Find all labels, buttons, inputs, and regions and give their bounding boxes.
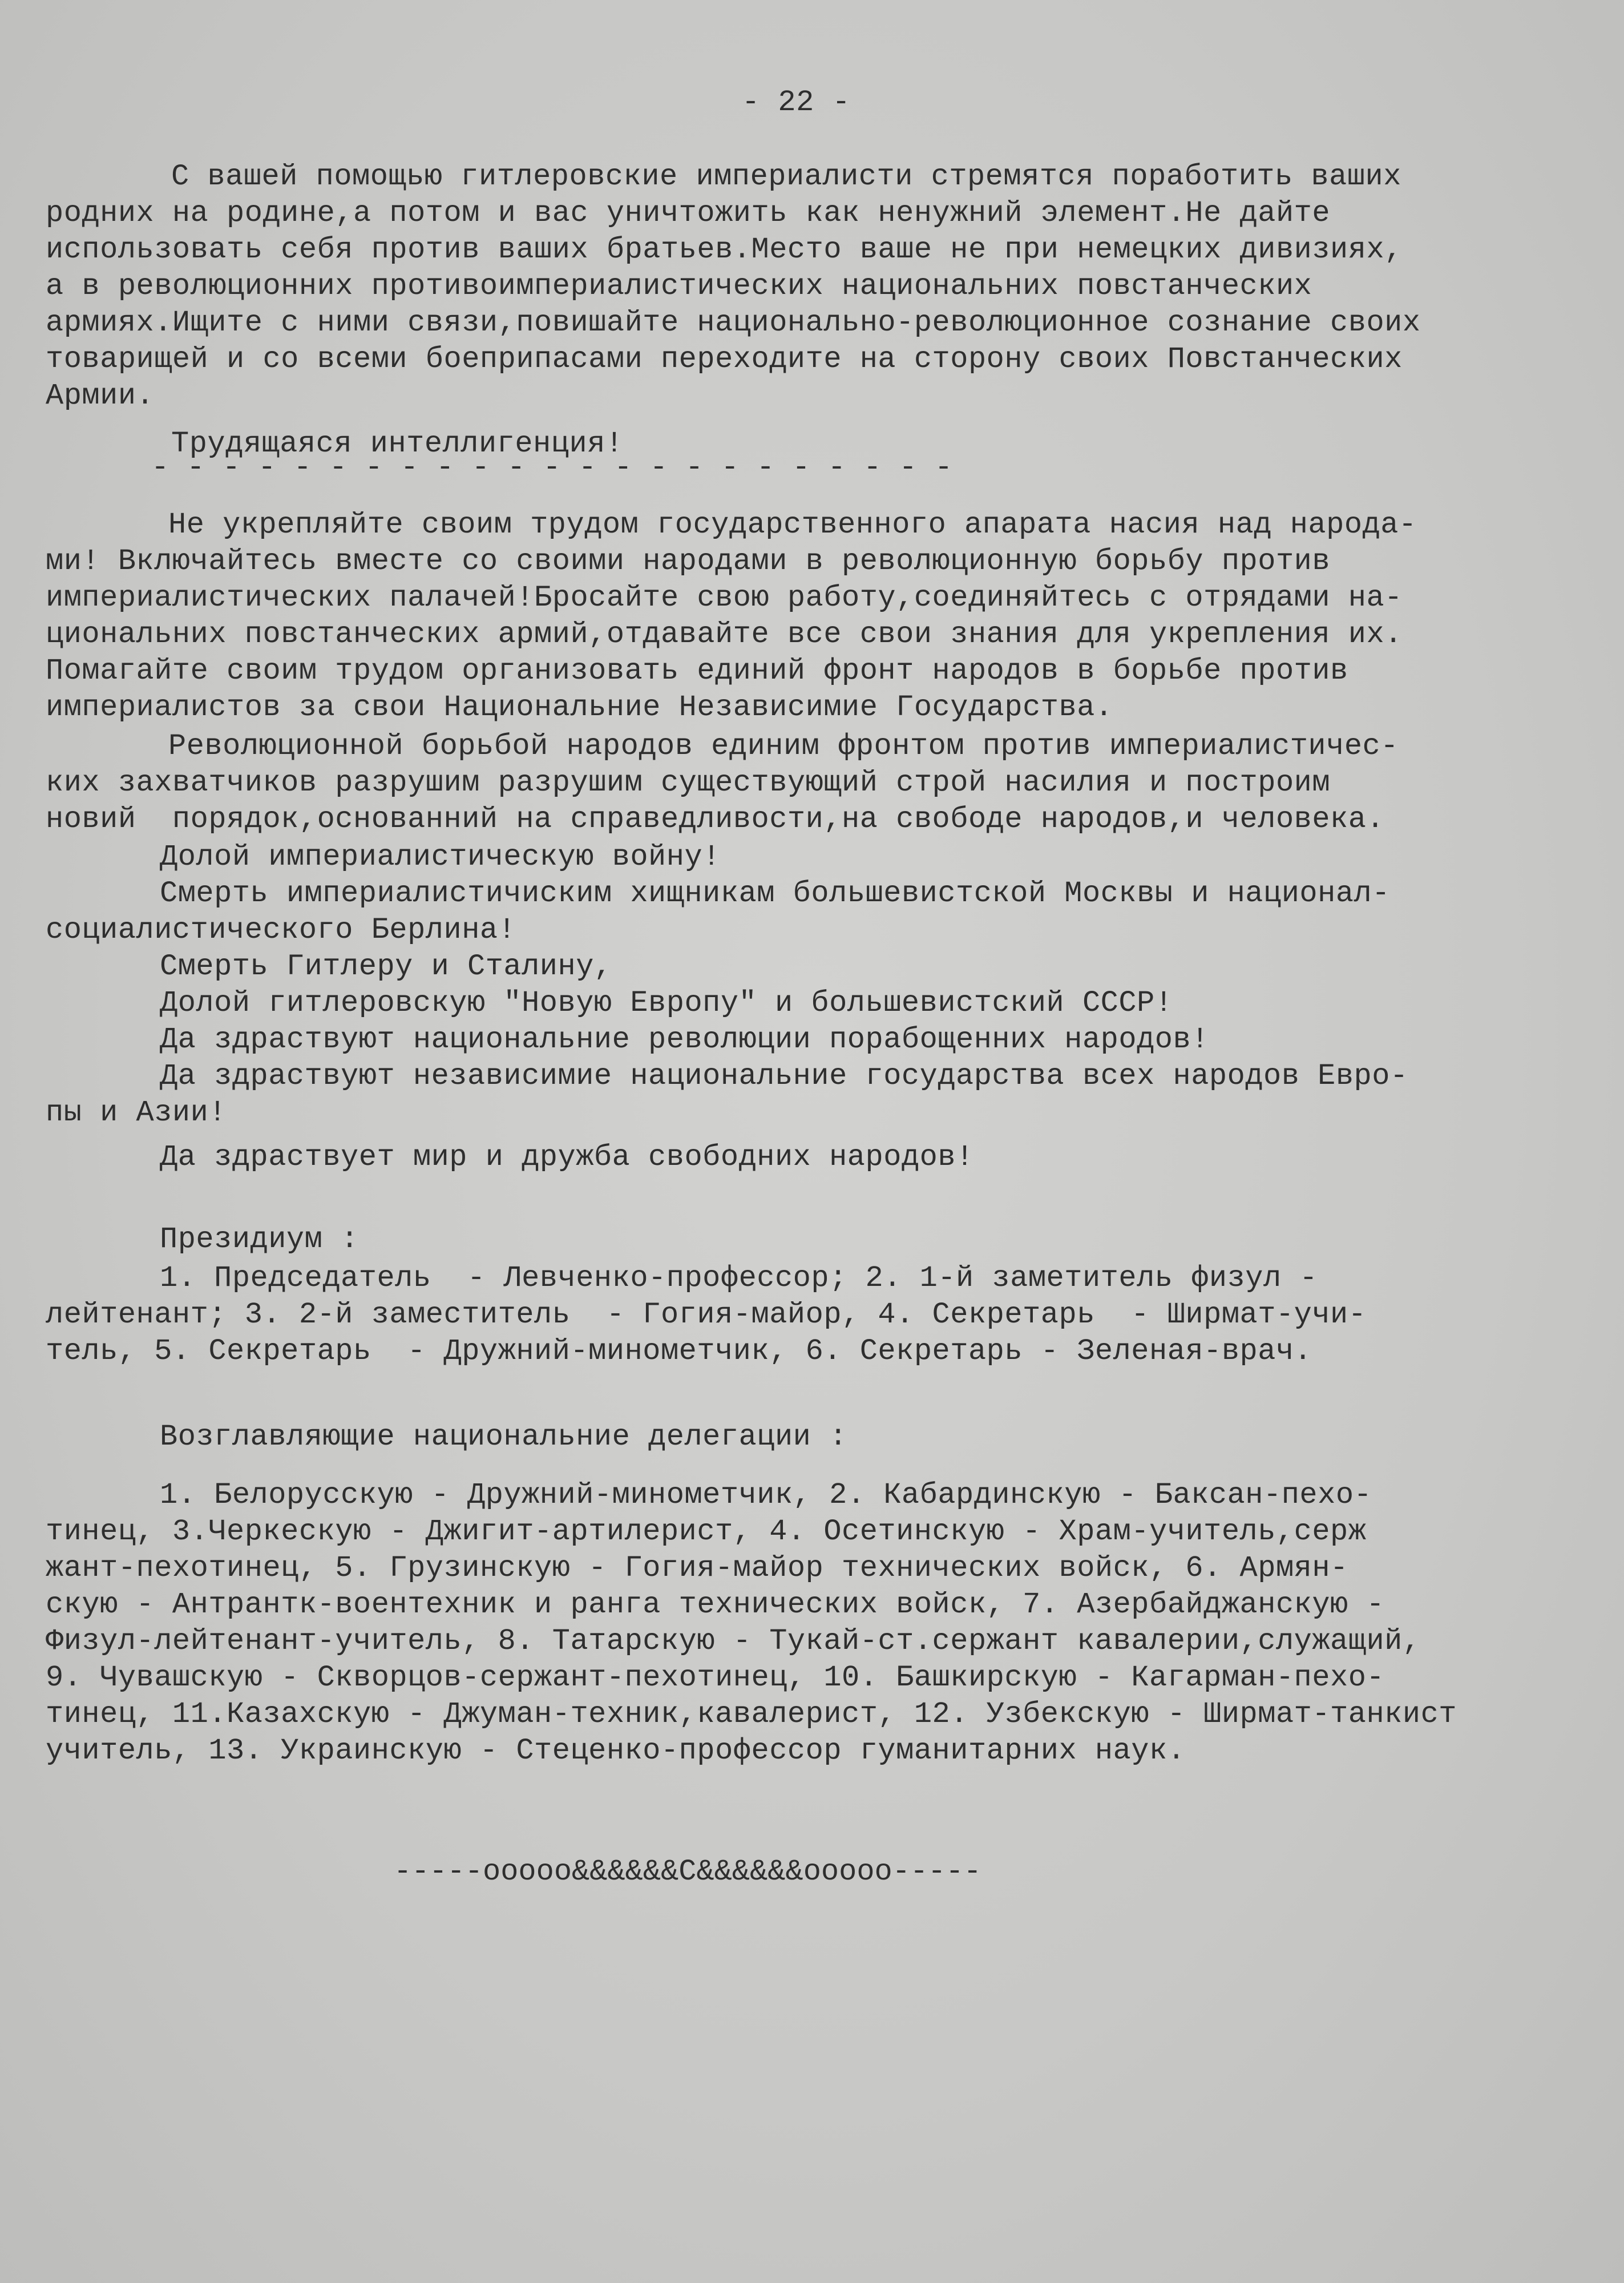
heading-underline: - - - - - - - - - - - - - - - - - - - - - - - <box>151 451 953 485</box>
text-line: а в революционних противоимпериалистических национальних повстанческих <box>46 269 1312 303</box>
slogan-line: Да здраствует мир и дружба свободних народов! <box>160 1140 974 1174</box>
slogan-line: пы и Азии! <box>46 1096 227 1130</box>
text-line: товарищей и со всеми боеприпасами переходите на сторону своих Повстанческих <box>46 342 1403 376</box>
text-line: использовать себя против ваших братьев.Место ваше не при немецких дивизиях, <box>46 233 1403 267</box>
delegations-title: Возглавляющие национальние делегации : <box>160 1420 847 1454</box>
presidium-line: 1. Председатель - Левченко-профессор; 2. 1-й заметитель физул - <box>160 1261 1318 1295</box>
text-line: родних на родине,а потом и вас уничтожить как ненужний элемент.Не дайте <box>46 196 1331 230</box>
text-line: новий порядок,основанний на справедливости,на свободе народов,и человека. <box>46 802 1385 836</box>
text-line: Не укрепляйте своим трудом государственного апарата насия над народа- <box>168 508 1417 542</box>
text-line: Помагайте своим трудом организовать единий фронт народов в борьбе против <box>46 654 1348 688</box>
delegation-line: жант-пехотинец, 5. Грузинскую - Гогия-майор технических войск, 6. Армян- <box>46 1551 1348 1585</box>
text-line: ких захватчиков разрушим разрушим существующий строй насилия и построим <box>46 766 1331 800</box>
delegation-line: 1. Белорусскую - Дружний-минометчик, 2. Кабардинскую - Баксан-пехо- <box>160 1478 1372 1512</box>
presidium-line: тель, 5. Секретарь - Дружний-минометчик, 6. Секретарь - Зеленая-врач. <box>46 1334 1312 1368</box>
text-line: империалистических палачей!Бросайте свою работу,соединяйтесь с отрядами на- <box>46 581 1403 615</box>
slogan-line: Долой империалистическую войну! <box>160 840 721 874</box>
slogan-line: Смерть Гитлеру и Сталину, <box>160 950 612 983</box>
slogan-line: Смерть империалистичиским хищникам большевистской Москвы и национал- <box>160 877 1390 910</box>
closing-ornament: -----ooooo&&&&&&C&&&&&&ooooo----- <box>394 1855 981 1889</box>
text-line: С вашей помощью гитлеровские империалисти стремятся поработить ваших <box>171 160 1401 193</box>
page-number: - 22 - <box>742 86 851 119</box>
delegation-line: 9. Чувашскую - Скворцов-сержант-пехотинец, 10. Башкирскую - Кагарман-пехо- <box>46 1661 1385 1695</box>
text-line: Революционной борьбой народов единим фронтом против империалистичес- <box>168 729 1399 763</box>
text-line: циональних повстанческих армий,отдавайте все свои знания для укрепления их. <box>46 618 1403 651</box>
slogan-line: Да здраствуют независимие национальние государства всех народов Евро- <box>160 1059 1408 1093</box>
delegation-line: Физул-лейтенант-учитель, 8. Татарскую - Тукай-ст.сержант кавалерии,служащий, <box>46 1624 1421 1658</box>
delegation-line: тинец, 11.Казахскую - Джуман-техник,кавалерист, 12. Узбекскую - Ширмат-танкист <box>46 1697 1457 1731</box>
presidium-line: лейтенант; 3. 2-й заместитель - Гогия-майор, 4. Секретарь - Ширмат-учи- <box>46 1298 1367 1332</box>
presidium-title: Президиум : <box>160 1223 359 1256</box>
slogan-line: Долой гитлеровскую "Новую Европу" и большевистский СССР! <box>160 986 1173 1020</box>
section-heading: Трудящаяся интеллигенция! <box>171 427 624 461</box>
slogan-line: социалистического Берлина! <box>46 913 516 947</box>
delegation-line: тинец, 3.Черкескую - Джигит-артилерист, 4. Осетинскую - Храм-учитель,серж <box>46 1515 1367 1548</box>
delegation-line: скую - Антрантк-воентехник и ранга технических войск, 7. Азербайджанскую - <box>46 1588 1385 1622</box>
text-line: армиях.Ищите с ними связи,повишайте национально-революционное сознание своих <box>46 306 1421 340</box>
text-line: империалистов за свои Национальние Независимие Государства. <box>46 691 1113 724</box>
delegation-line: учитель, 13. Украинскую - Стеценко-профессор гуманитарних наук. <box>46 1734 1186 1768</box>
slogan-line: Да здраствуют национальние революции порабощенних народов! <box>160 1023 1209 1056</box>
text-line: ми! Включайтесь вместе со своими народами в революционную борьбу против <box>46 544 1331 578</box>
text-line: Армии. <box>46 379 155 413</box>
